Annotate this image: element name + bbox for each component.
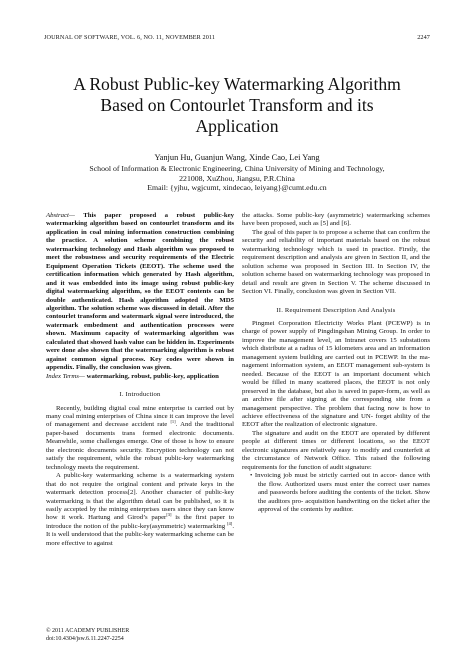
journal-name: JOURNAL OF SOFTWARE, VOL. 6, NO. 11, NOVEMBER 2011: [44, 34, 216, 41]
page-footer: [46, 628, 129, 643]
requirement-bullet-1: • Invoicing job must be strictly carried out in accor- dance with the flow. Authorized users must enter the correct user names and passwords before auditing the contents of the ticket. Show the auditors pro- acquisition handwriting on the ticket after the approval of the contents by auditor.: [250, 472, 430, 513]
section-heading-introduction: I. Introduction: [119, 391, 161, 399]
running-header: [44, 34, 430, 44]
index-terms-label: Index Terms—: [46, 372, 85, 380]
page-number: 2247: [417, 34, 430, 41]
intro-paragraph-2: A public-key watermarking scheme is a watermarking system that do not require the original content and private keys in the watermark detection process[2]. Another character of public-key watermarking is that the algorithm detail can be published, so it is easily accepted by the mining enterprises users since they can know how it work. Hartung and Girod’s paper[3] is the first paper to introduce the notion of the public-key(asymmetric) watermarking [4]. It is well understood that the public-key watermarking scheme can be more effective to against: [46, 472, 234, 547]
affiliation-line-1: School of Information & Electronic Engineering, China University of Mining and Technology,: [89, 163, 385, 173]
abstract-label: Abstract—: [46, 212, 75, 219]
doi: doi:10.4304/jsw.6.11.2247-2254: [46, 635, 124, 642]
paper-goal-paragraph: The goal of this paper is to propose a scheme that can confirm the security and reliability of important materials based on the robust watermarking technology which is used in practice. Firstly, the requirement description and analysis are given in Section II, and the solution scheme was proposed in Section III. In Section IV, the solution scheme based on watermarking technology was proposed in detail and result are given in Section V. The scheme discussed in Section VI. Finally, conclusion was given in Section VII.: [242, 228, 430, 296]
author-block: [40, 153, 434, 193]
title-line-2: Based on Contourlet Transform and its: [100, 95, 374, 115]
section-heading-requirement: II. Requirement Description And Analysis: [276, 306, 396, 314]
abstract: [46, 212, 234, 373]
paper-title: [30, 74, 444, 137]
abstract-text: This paper proposed a robust public-key watermarking algorithm based on contourlet transform and its application in coal mining information construction combining the practice. A solution scheme combining the robust watermarking technology and Hash algorithm was proposed to meet the robustness and security requirements of the Electric Equipment Operation Tickets (EEOT). The scheme used the certification information which generated by Hash algorithm, and it was embedded into its image using robust public-key digital watermarking algorithm, so the EEOT contents can be double authenticated. Hash algorithm adopted the MD5 algorithm. The solution scheme was discussed in detail. After the contourlet transform and watermark signal were introduced, the watermark embedment and authentication processes were shown. Maximum capacity of watermarking algorithm was calculated that showed hash value can be hidden in. Experiments were done also shown that the watermarking algorithm is robust against common signal process. Key codes were shown in appendix. Finally, the conclusion was given.: [46, 212, 234, 372]
intro-paragraph-1: Recently, building digital coal mine enterprise is carried out by many coal mining enterprises of China since it can improve the level of management and decrease accident rate [1]. And the traditional paper-based documents trans formed electronic documents. Meanwhile, some challenges emerge. One of those is how to ensure the electronic documents security. Encryption technology can not satisfy the requirement, while the robust public-key watermarking technology meets the requirement.: [46, 404, 234, 471]
title-line-1: A Robust Public-key Watermarking Algorithm: [73, 74, 401, 94]
requirement-paragraph-2: The signature and audit on the EEOT are operated by different people at different times or different locations, so the EEOT electronic signatures are relatively easy to modify and counterfeit at the circumstance of Network Office. This raised the following requirements for the function of audit signature:: [242, 429, 430, 471]
requirement-paragraph-1: Pingmei Corporation Electricity Works Plant (PCEWP) is in charge of power supply of Pingdingshan Mining Group. In order to improve the management level, an Intranet covers 15 substations which distribute at a radius of 15 kilometers area and an information management system building are carried out in PCEWP. In the ma- nagement information system, an EEOT management sub-system is needed. Because of the EEOT is an important document which would be filled in many scattered places, the EEOT is not only preserved in the database, but also is saved in paper-form, as well as an archive file after signing at the corresponding site from a management perspective. The problem that facing now is how to achieve effectiveness of the signature and UN- forget ability of the EEOT after the realization of electronic signature.: [242, 319, 430, 429]
intro-continuation: the attacks. Some public-key (asymmetric) watermarking schemes have been proposed, such as [5] and [6].: [242, 212, 430, 228]
copyright-notice: © 2011 ACADEMY PUBLISHER: [46, 628, 130, 634]
title-line-3: Application: [195, 116, 279, 136]
right-column: [242, 212, 430, 514]
author-email: Email: {yjhu, wgjcumt, xindecao, leiyang}@cumt.edu.cn: [147, 183, 327, 193]
citation-4: [4]: [227, 520, 233, 526]
left-column: [46, 212, 234, 548]
index-terms-text: watermarking, robust, public-key, application: [84, 372, 219, 380]
author-names: Yanjun Hu, Guanjun Wang, Xinde Cao, Lei Yang: [154, 153, 320, 162]
affiliation-line-2: 221008, XuZhou, Jiangsu, P.R.China: [179, 173, 295, 183]
citation-3: [3]: [166, 512, 172, 518]
index-terms: [46, 373, 234, 381]
citation-1: [1]: [170, 419, 176, 425]
